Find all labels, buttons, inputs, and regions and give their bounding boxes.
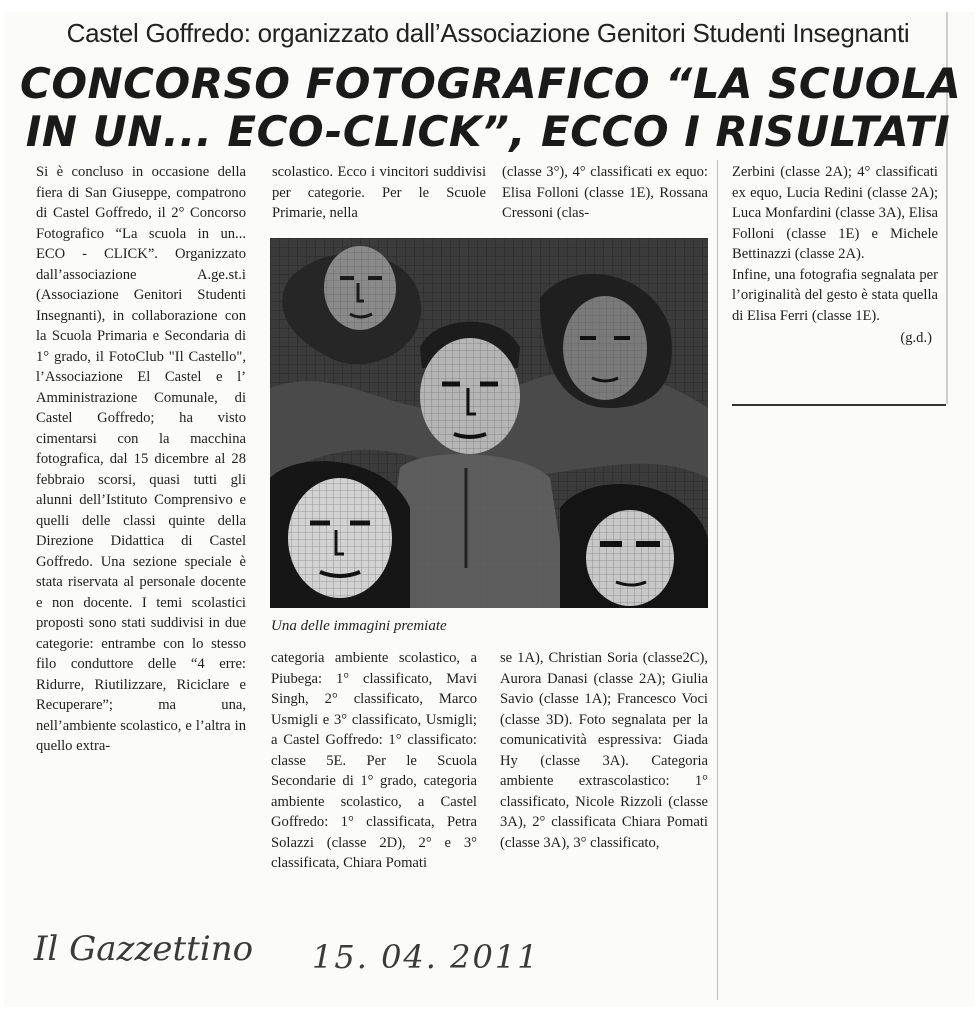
article-kicker: Castel Goffredo: organizzato dall’Associazione Genitori Studenti Insegnanti	[66, 18, 910, 48]
column-3-bottom-text: se 1A), Christian Soria (classe2C), Aurora Danasi (classe 2A); Giulia Savio (classe 1A); Francesco Voci (classe 3D). Foto segnalata per la comunicatività espressiva: Giada Hy (classe 3A). Categoria ambiente extrascolastico: 1° classificato, Nicole Rizzoli (classe 3A), 2° classificata Chiara Pomati (classe 3A), 3° classificato,	[500, 650, 708, 851]
article-column-3-bottom	[500, 648, 708, 853]
column-4-paragraph-2: Infine, una fotografia segnalata per l’originalità del gesto è stata quella di Elisa Ferri (classe 1E).	[732, 266, 938, 324]
column-2-top-text: scolastico. Ecco i vincitori suddivisi per categorie. Per le Scuole Primarie, nella	[272, 164, 486, 221]
article-headline	[20, 59, 962, 156]
column-separator	[717, 160, 718, 1000]
article-column-4	[732, 162, 938, 349]
article-column-1	[36, 162, 246, 757]
photo-caption: Una delle immagini premiate	[271, 618, 447, 634]
column-1-text: Si è concluso in occasione della fiera di San Giuseppe, compatrono di Castel Goffredo, il 2° Concorso Fotografico “La scuola in un... ECO - CLICK”. Organizzato dall’associazione A.ge.st.i (Associazione Genitori Studenti Insegnanti), in collaborazione con la Scuola Primaria e Secondaria di 1° grado, il FotoClub "Il Castello", l’Associazione El Castel e l’ Amministrazione Comunale, di Castel Goffredo; ha visto cimentarsi con la macchina fotografica, dal 15 dicembre al 28 febbraio scorsi, quasi tutti gli alunni dell’Istituto Comprensivo e quelli delle classi quinte della Direzione Didattica di Castel Goffredo. Una sezione speciale è stata riservata al personale docente e non docente. I temi scolastici proposti sono stati suddivisi in due categorie: entrambe con lo stesso filo conduttore delle “4 erre: Ridurre, Riutilizzare, Riciclare e Recuperare”; ma una, nell’ambiente scolastico, e l’altra in quello extra-	[36, 164, 246, 754]
handwritten-source: Il Gazzettino	[34, 929, 254, 969]
handwritten-date: 15. 04. 2011	[312, 938, 540, 976]
column-3-top-text: (classe 3°), 4° classificati ex equo: Elisa Folloni (classe 1E), Rossana Cressoni (clas-	[502, 164, 708, 221]
column-4-bottom-rule	[732, 404, 946, 406]
article-column-2-bottom	[271, 648, 477, 874]
article-column-3-top	[502, 162, 708, 224]
article-column-2-top	[272, 162, 486, 224]
column-4-paragraph-1: Zerbini (classe 2A); 4° classificati ex equo, Lucia Redini (classe 2A); Luca Monfardini (classe 3A), Elisa Folloni (classe 1E) e Michele Bettinazzi (classe 2A).	[732, 164, 938, 262]
headline-line-2: IN UN... ECO-CLICK”, ECCO I RISULTATI	[25, 107, 951, 156]
author-signature: (g.d.)	[900, 330, 932, 346]
handwritten-note	[30, 916, 550, 986]
column-2-bottom-text: categoria ambiente scolastico, a Piubega: 1° classificato, Mavi Singh, 2° classificato, Marco Usmigli e 3° classificato, Usmigli; a Castel Goffredo: 1° classificato: classe 5E. Per le Scuola Secondarie di 1° grado, categoria ambiente scolastico, a Castel Goffredo: 1° classificata, Petra Solazzi (classe 2D), 2° e 3° classificata, Chiara Pomati	[271, 650, 477, 871]
headline-line-1: CONCORSO FOTOGRAFICO “LA SCUOLA	[20, 59, 962, 108]
mosaic-photo-icon	[270, 238, 708, 608]
